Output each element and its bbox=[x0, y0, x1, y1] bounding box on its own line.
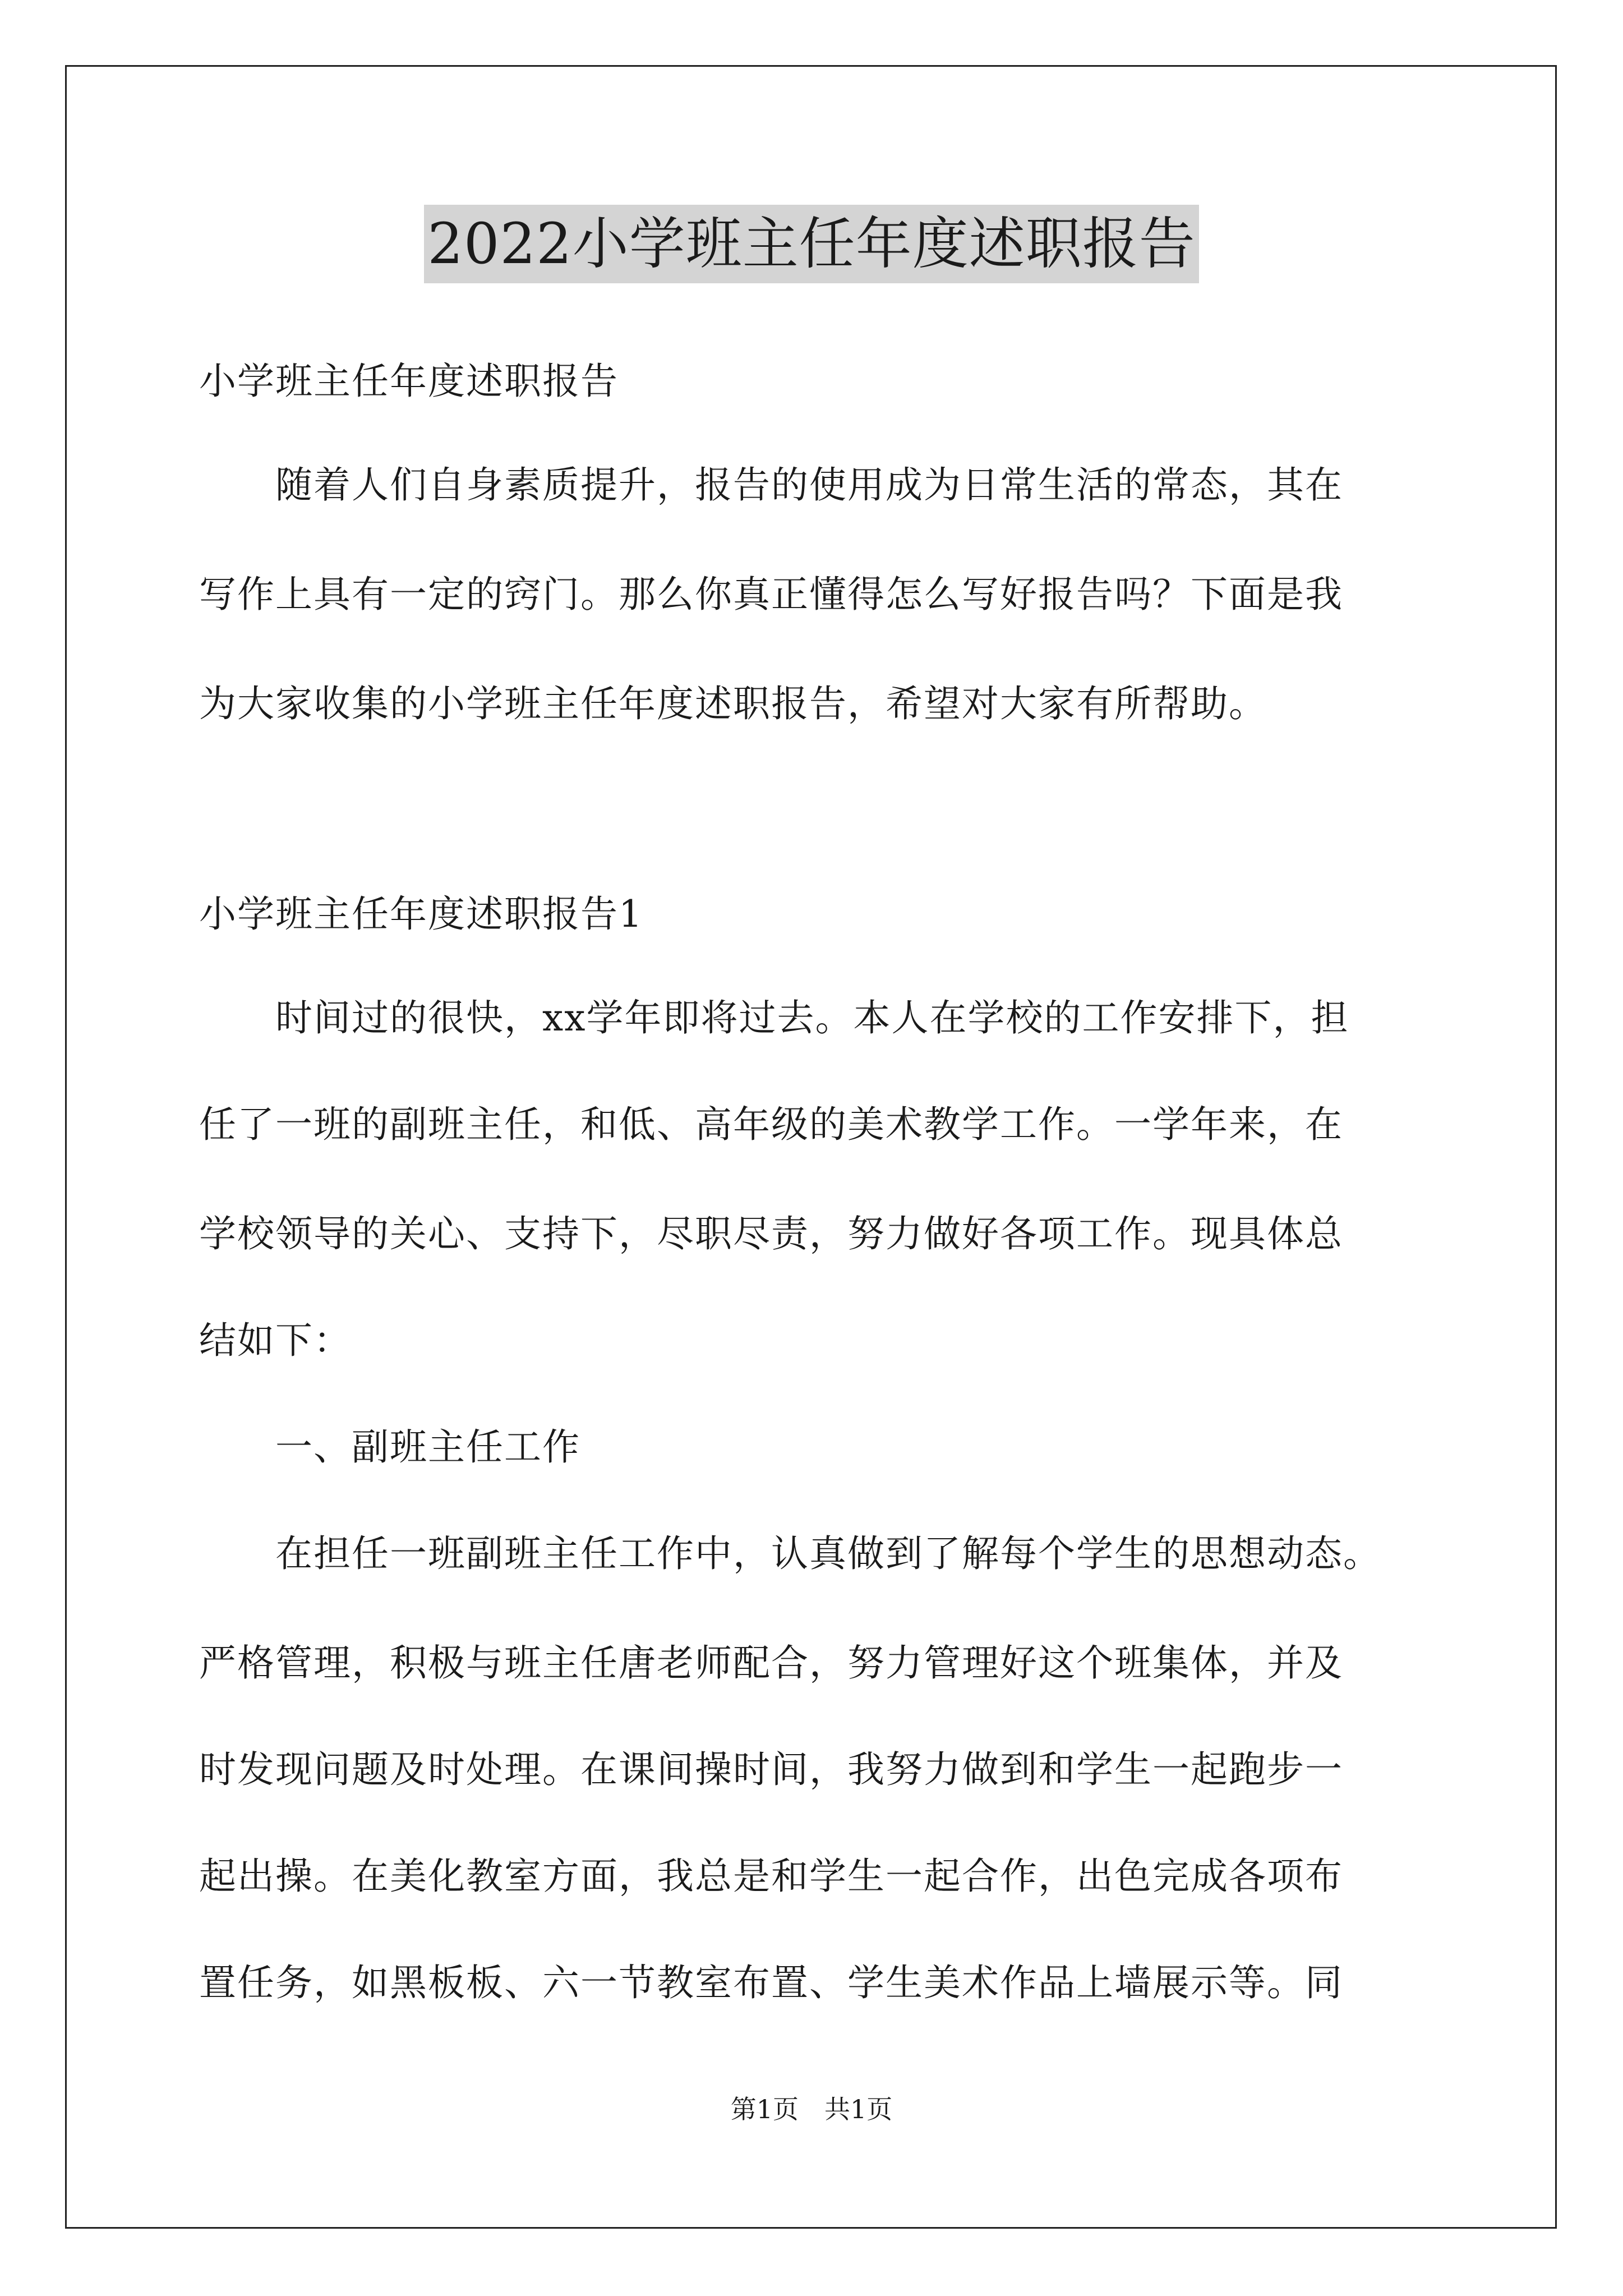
page-footer: 第1页 共1页 bbox=[730, 2094, 893, 2124]
text-line-15: 置任务，如黑板板、六一节教室布置、学生美术作品上墙展示等。同 bbox=[199, 1961, 1343, 2004]
text-line-4: 为大家收集的小学班主任年度述职报告，希望对大家有所帮助。 bbox=[199, 682, 1267, 725]
text-line-3: 写作上具有一定的窍门。那么你真正懂得怎么写好报告吗？下面是我 bbox=[199, 573, 1343, 616]
text-line-2: 随着人们自身素质提升，报告的使用成为日常生活的常态，其在 bbox=[199, 463, 1343, 507]
text-line-6: 时间过的很快，xx学年即将过去。本人在学校的工作安排下，担 bbox=[199, 996, 1349, 1039]
text-line-13: 时发现问题及时处理。在课间操时间，我努力做到和学生一起跑步一 bbox=[199, 1748, 1343, 1791]
text-line-10: 一、副班主任工作 bbox=[199, 1425, 580, 1469]
text-line-7: 任了一班的副班主任，和低、高年级的美术教学工作。一学年来，在 bbox=[199, 1103, 1343, 1146]
text-line-14: 起出操。在美化教室方面，我总是和学生一起合作，出色完成各项布 bbox=[199, 1855, 1343, 1898]
document-title: 2022小学班主任年度述职报告 bbox=[424, 205, 1199, 283]
title-container bbox=[0, 205, 1623, 283]
text-line-8: 学校领导的关心、支持下，尽职尽责，努力做好各项工作。现具体总 bbox=[199, 1212, 1343, 1255]
text-line-11: 在担任一班副班主任工作中，认真做到了解每个学生的思想动态。 bbox=[199, 1532, 1381, 1575]
text-line-1: 小学班主任年度述职报告 bbox=[199, 360, 619, 403]
text-line-5: 小学班主任年度述职报告1 bbox=[199, 892, 643, 936]
text-line-9: 结如下： bbox=[199, 1319, 352, 1362]
text-line-12: 严格管理，积极与班主任唐老师配合，努力管理好这个班集体，并及 bbox=[199, 1641, 1343, 1685]
